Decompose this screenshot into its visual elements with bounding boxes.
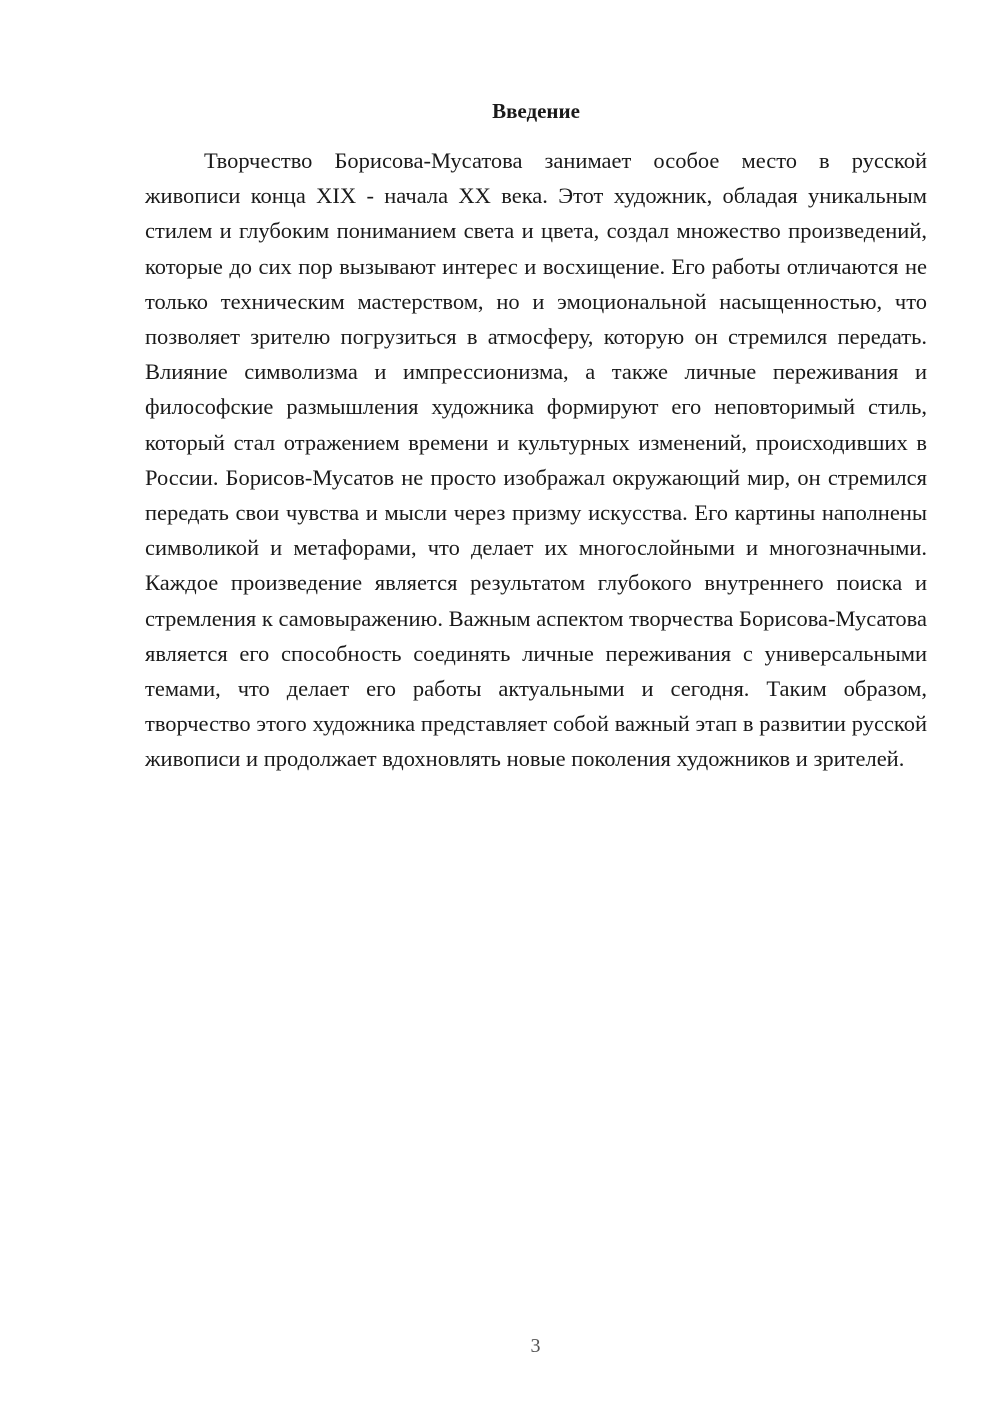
page-number: 3 — [530, 1335, 541, 1357]
section-heading: Введение — [492, 99, 580, 123]
body-paragraph: Творчество Борисова-Мусатова занимает особое место в русской живописи конца XIX - начала XX века. Этот художник, обладая уникальным стилем и глубоким пониманием света и цвета, создал множество произведений, которые до сих пор вызывают интерес и восхищение. Его работы отличаются не только техническим мастерством, но и эмоциональной насыщенностью, что позволяет зрителю погрузиться в атмосферу, которую он стремился передать. Влияние символизма и импрессионизма, а также личные переживания и философские размышления художника формируют его неповторимый стиль, который стал отражением времени и культурных изменений, происходивших в России. Борисов-Мусатов не просто изображал окружающий мир, он стремился передать свои чувства и мысли через призму искусства. Его картины наполнены символикой и метафорами, что делает их многослойными и многозначными. Каждое произведение является результатом глубокого внутреннего поиска и стремления к самовыражению. Важным аспектом творчества Борисова-Мусатова является его способность соединять личные переживания с универсальными темами, что делает его работы актуальными и сегодня. Таким образом, творчество этого художника представляет собой важный этап в развитии русской живописи и продолжает вдохновлять новые поколения художников и зрителей. — [145, 148, 927, 772]
